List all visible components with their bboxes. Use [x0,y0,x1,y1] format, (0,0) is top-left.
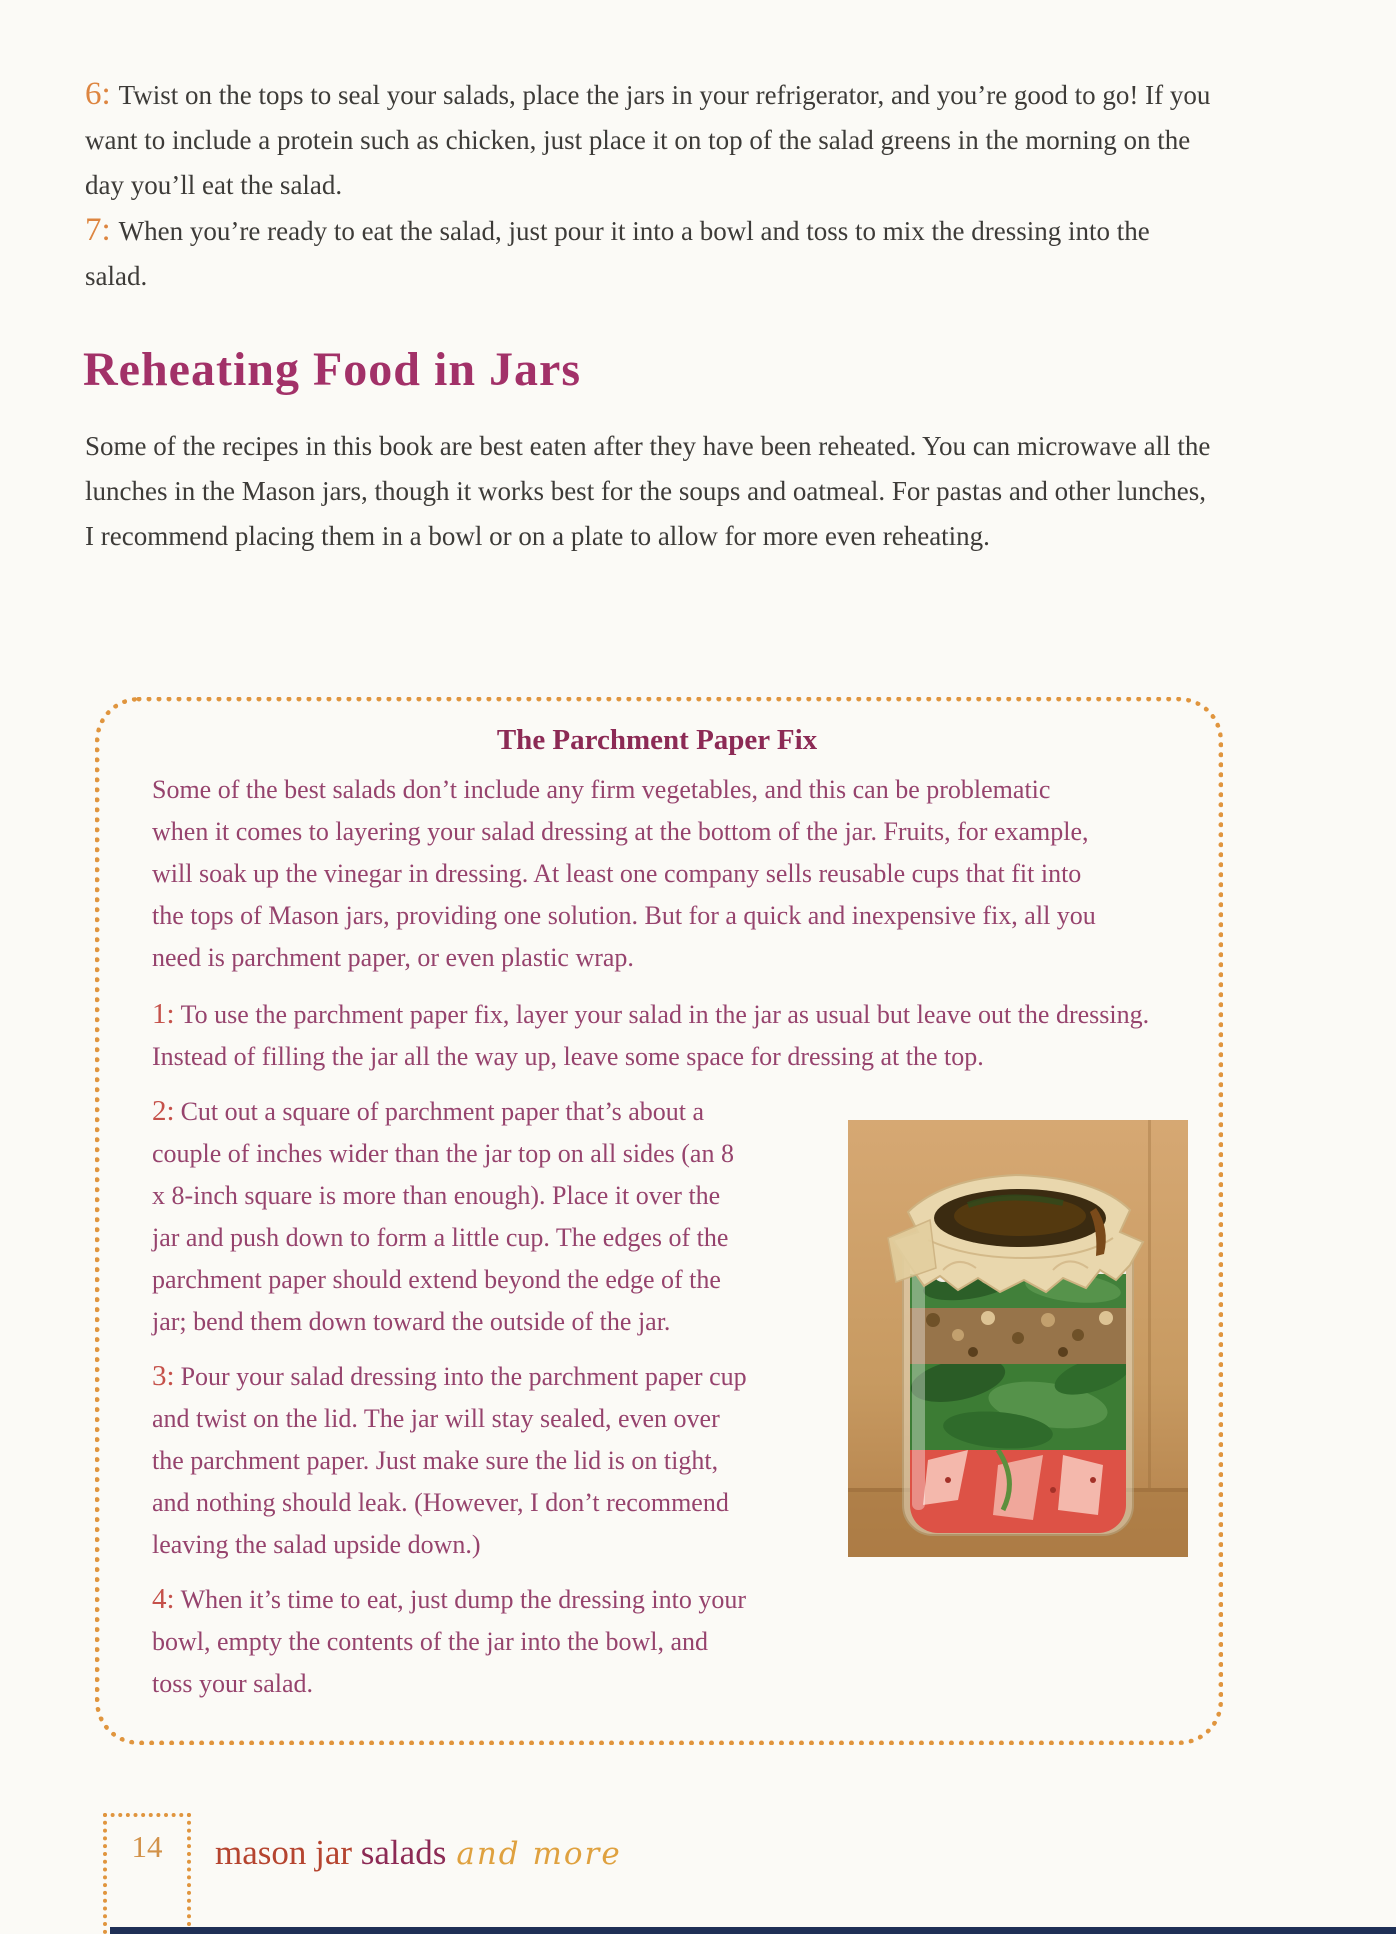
callout-step-2 [152,1090,752,1343]
step-6-text: Twist on the tops to seal your salads, place the jars in your refrigerator, and you’re good to go! If you want to include a protein such as chicken, just place it on top of the salad greens in the morning on the day you’ll eat the salad. [85,80,1211,200]
callout-step-1 [152,993,1157,1078]
section-heading: Reheating Food in Jars [83,343,582,396]
step-7-paragraph [85,208,1215,299]
step-6-paragraph [85,72,1215,208]
callout-title: The Parchment Paper Fix [496,724,818,756]
callout-step-4-number: 4: [152,1583,175,1615]
callout-step-4 [152,1578,752,1705]
step-7-text: When you’re ready to eat the salad, just pour it into a bowl and toss to mix the dressing into the salad. [85,216,1150,291]
step-7-number: 7: [85,212,111,248]
callout-step-3-text: Pour your salad dressing into the parchment paper cup and twist on the lid. The jar will stay sealed, even over the parchment paper. Just make sure the lid is on tight, and nothing should leak. (However, I don’t recommend leaving the salad upside down.) [152,1362,747,1559]
callout-step-3-number: 3: [152,1360,175,1392]
callout-step-2-text: Cut out a square of parchment paper that’s about a couple of inches wider than the jar top on all sides (an 8 x 8-inch square is more than enough). Place it over the jar and push down to form a little cup. The edges of the parchment paper should extend beyond the edge of the jar; bend them down toward the outside of the jar. [152,1097,734,1336]
callout-step-4-text: When it’s time to eat, just dump the dressing into your bowl, empty the contents of the jar into the bowl, and toss your salad. [152,1585,746,1698]
section-intro-paragraph: Some of the recipes in this book are best eaten after they have been reheated. You can microwave all the lunches in the Mason jars, though it works best for the soups and oatmeal. For pastas and other lunches, I recommend placing them in a bowl or on a plate to allow for more even reheating. [85,431,1211,551]
page-number-box [103,1813,191,1934]
callout-intro: Some of the best salads don’t include any firm vegetables, and this can be problematic when it comes to layering your salad dressing at the bottom of the jar. Fruits, for example, will soak up the vinegar in dressing. At least one company sells reusable cups that fit into the tops of Mason jars, providing one solution. But for a quick and inexpensive fix, all you need is parchment paper, or even plastic wrap. [152,775,1096,972]
callout-step-1-text: To use the parchment paper fix, layer your salad in the jar as usual but leave out the dressing. Instead of filling the jar all the way up, leave some space for dressing at the top. [152,1000,1150,1071]
footer-title-part2: salads [360,1833,447,1872]
page-bottom-edge [110,1927,1396,1934]
running-footer-title [215,1833,622,1873]
callout-step-1-number: 1: [152,998,175,1030]
callout-step-3 [152,1355,752,1566]
footer-title-part3: and more [456,1836,622,1872]
parchment-paper-fix-callout [95,697,1223,1745]
callout-step-2-number: 2: [152,1095,175,1127]
page-number: 14 [131,1829,163,1864]
step-6-number: 6: [85,76,111,112]
footer-title-part1: mason jar [215,1833,361,1872]
mason-jar-photo-illustration [848,1120,1188,1557]
mason-jar-photo [848,1120,1188,1557]
